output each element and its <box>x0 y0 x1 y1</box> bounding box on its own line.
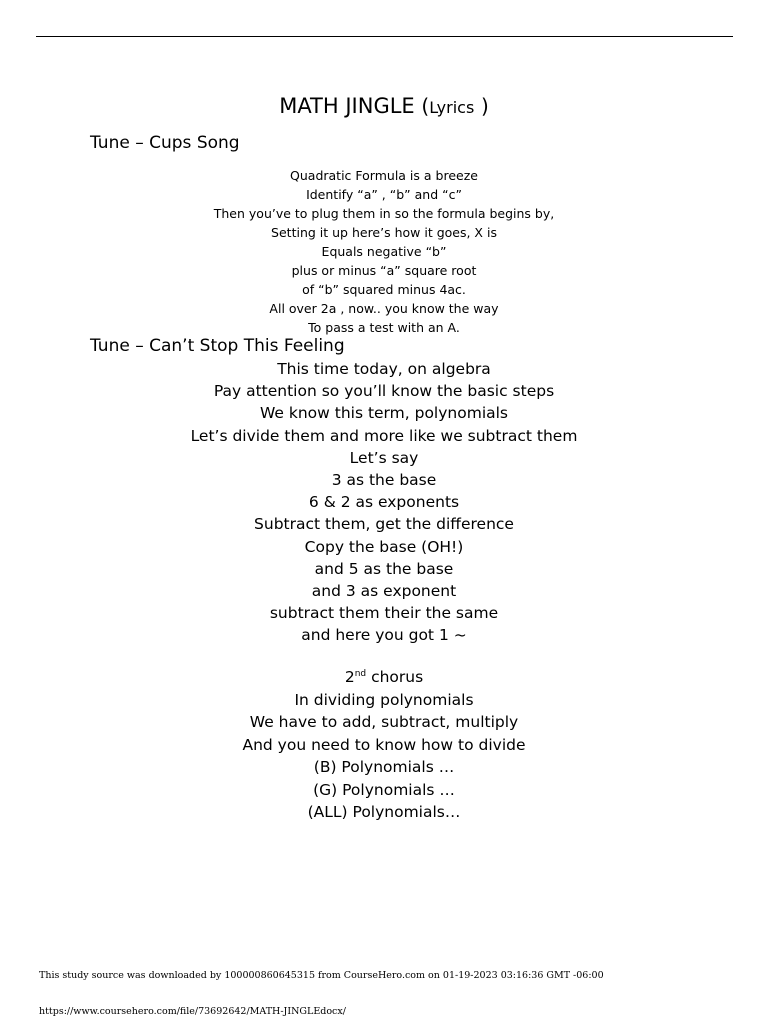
verse-second-chorus <box>0 666 768 824</box>
lyric-line: (G) Polynomials … <box>313 780 455 799</box>
title-paren-open: ( <box>421 94 430 118</box>
chorus-label: chorus <box>371 668 424 686</box>
lyric-line: All over 2a , now.. you know the way <box>269 301 499 316</box>
chorus-number: 2 <box>344 668 355 686</box>
verse-polynomials <box>0 358 768 646</box>
lyric-line: and 5 as the base <box>314 559 454 578</box>
lyric-line: To pass a test with an A. <box>308 320 460 335</box>
lyric-line: of “b” squared minus 4ac. <box>302 282 466 297</box>
lyric-line: In dividing polynomials <box>294 690 474 709</box>
lyric-line: We have to add, subtract, multiply <box>249 713 519 731</box>
tune-heading-cups-song: Tune – Cups Song <box>90 133 240 153</box>
page-title <box>0 92 768 122</box>
source-url[interactable]: https://www.coursehero.com/file/73692642/MATH-JINGLEdocx/ <box>39 1006 346 1017</box>
lyric-line: plus or minus “a” square root <box>291 263 477 278</box>
lyric-line: We know this term, polynomials <box>259 404 509 423</box>
lyric-line: Quadratic Formula is a breeze <box>290 168 478 183</box>
lyric-line: Pay attention so you’ll know the basic steps <box>213 382 555 401</box>
title-subtitle: Lyrics <box>429 98 475 117</box>
lyric-line: and here you got 1 ~ <box>301 626 467 645</box>
lyric-line: Then you’ve to plug them in so the formula begins by, <box>213 206 555 221</box>
title-paren-close: ) <box>480 94 489 118</box>
download-note: This study source was downloaded by 100000860645315 from CourseHero.com on 01-19-2023 03:16:36 GMT -06:00 <box>39 970 604 981</box>
lyric-line: subtract them their the same <box>269 604 499 623</box>
lyric-line: and 3 as exponent <box>311 581 457 600</box>
title-main: MATH JINGLE <box>279 94 415 118</box>
lyric-line: Subtract them, get the difference <box>254 515 514 534</box>
chorus-heading <box>0 666 768 689</box>
lyric-line: (ALL) Polynomials… <box>307 803 461 821</box>
tune-heading-cant-stop-this-feeling: Tune – Can’t Stop This Feeling <box>90 336 345 356</box>
lyric-line: Copy the base (OH!) <box>304 537 464 556</box>
lyric-line: (B) Polynomials … <box>313 758 455 776</box>
verse-quadratic-formula <box>0 166 768 337</box>
chorus-ordinal-suffix: nd <box>354 669 367 679</box>
top-rule <box>36 36 733 37</box>
lyric-line: This time today, on algebra <box>277 360 491 378</box>
lyric-line: Let’s say <box>349 448 419 467</box>
lyric-line: Identify “a” , “b” and “c” <box>306 187 462 202</box>
lyric-line: And you need to know how to divide <box>242 735 526 754</box>
lyric-line: Equals negative “b” <box>321 244 447 259</box>
lyric-line: Let’s divide them and more like we subtract them <box>190 426 578 445</box>
lyric-line: Setting it up here’s how it goes, X is <box>271 225 497 240</box>
lyric-line: 6 & 2 as exponents <box>308 493 460 512</box>
lyric-line: 3 as the base <box>331 470 437 489</box>
